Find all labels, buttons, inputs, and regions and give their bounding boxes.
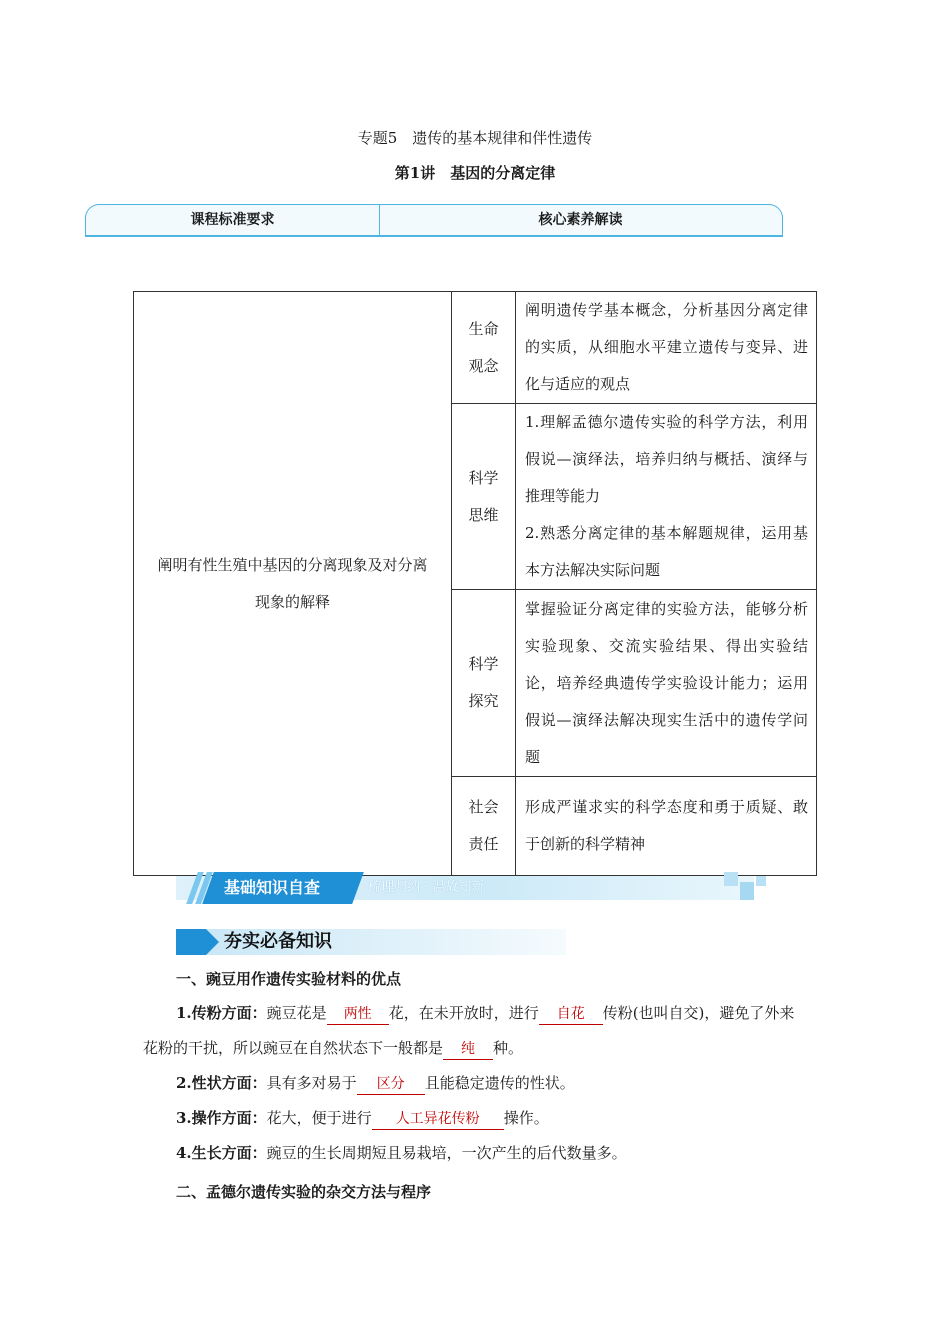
aspect-label: 科学思维 [468,468,499,524]
desc-cell [516,404,817,590]
answer-blank: 纯 [443,1039,493,1060]
item-text: 传粉(也叫自交)，避免了外来花粉的干扰，所以豌豆在自然状态下一般都是 [143,1004,795,1057]
desc-cell [516,777,817,876]
answer-blank: 自花 [539,1004,603,1025]
standards-header-divider [85,235,783,237]
paragraph-growth [176,1136,808,1171]
section-banner-knowledge [176,929,566,955]
item-label: 3.操作方面： [176,1109,267,1127]
item-text: 种。 [493,1039,524,1057]
table-row [134,292,817,404]
decor-square [724,872,738,886]
standards-header-col1: 课程标准要求 [86,205,380,236]
subsection-title: 夯实必备知识 [224,931,332,952]
aspect-cell [452,777,516,876]
item-label: 1.传粉方面： [176,1004,267,1022]
arrow-icon [206,929,219,955]
desc-text: 形成严谨求实的科学态度和勇于质疑、敢于创新的科学精神 [525,798,808,853]
banner-subtitle: 梳理归纳 · 温故知新 [368,880,485,895]
item-text: 操作。 [503,1109,549,1127]
topic-title: 专题5 遗传的基本规律和伴性遗传 [357,129,593,147]
paragraph-traits [176,1066,808,1101]
decor-square [756,876,766,886]
aspect-cell [452,590,516,777]
item-text: 且能稳定遗传的性状。 [424,1074,575,1092]
decor-square [740,882,754,900]
aspect-label: 科学探究 [468,655,499,710]
desc-cell [516,292,817,404]
requirement-table [133,291,817,876]
banner-title: 基础知识自查 [224,878,321,897]
paragraph-operation [176,1101,808,1136]
standards-header-col2: 核心素养解读 [538,212,623,228]
item-label: 4.生长方面： [176,1144,267,1162]
answer-blank: 两性 [327,1004,389,1025]
course-standard-cell [134,292,452,876]
answer-blank: 区分 [357,1074,425,1095]
paragraph-pollination [143,996,808,1066]
aspect-label: 社会责任 [468,798,499,853]
aspect-cell [452,404,516,590]
aspect-cell [452,292,516,404]
item-text: 豌豆花是 [266,1004,327,1022]
aspect-label: 生命观念 [468,319,499,375]
item-text: 花大，便于进行 [266,1109,372,1127]
item-text: 花，在未开放时，进行 [388,1004,539,1022]
desc-text: 2.熟悉分离定律的基本解题规律，运用基本方法解决实际问题 [525,524,808,579]
desc-cell [516,590,817,777]
standards-header [85,204,783,235]
item-text: 豌豆的生长周期短且易栽培，一次产生的后代数量多。 [266,1144,627,1162]
course-standard-text: 阐明有性生殖中基因的分离现象及对分离现象的解释 [157,555,428,611]
desc-text: 阐明遗传学基本概念，分析基因分离定律的实质，从细胞水平建立遗传与变异、进化与适应的观点 [525,301,808,393]
answer-blank: 人工异花传粉 [372,1109,504,1130]
section1-heading: 一、豌豆用作遗传实验材料的优点 [176,970,402,988]
section-banner-basics [176,872,766,904]
lecture-title: 第1讲 基因的分离定律 [394,164,556,182]
desc-text: 掌握验证分离定律的实验方法，能够分析实验现象、交流实验结果、得出实验结论，培养经典遗传学实验设计能力；运用假说—演绎法解决现实生活中的遗传学问题 [525,599,808,766]
item-text: 具有多对易于 [266,1074,357,1092]
section2-heading: 二、孟德尔遗传实验的杂交方法与程序 [176,1183,432,1201]
item-label: 2.性状方面： [176,1074,267,1092]
desc-text: 1.理解孟德尔遗传实验的科学方法，利用假说—演绎法，培养归纳与概括、演绎与推理等能力 [525,413,808,505]
